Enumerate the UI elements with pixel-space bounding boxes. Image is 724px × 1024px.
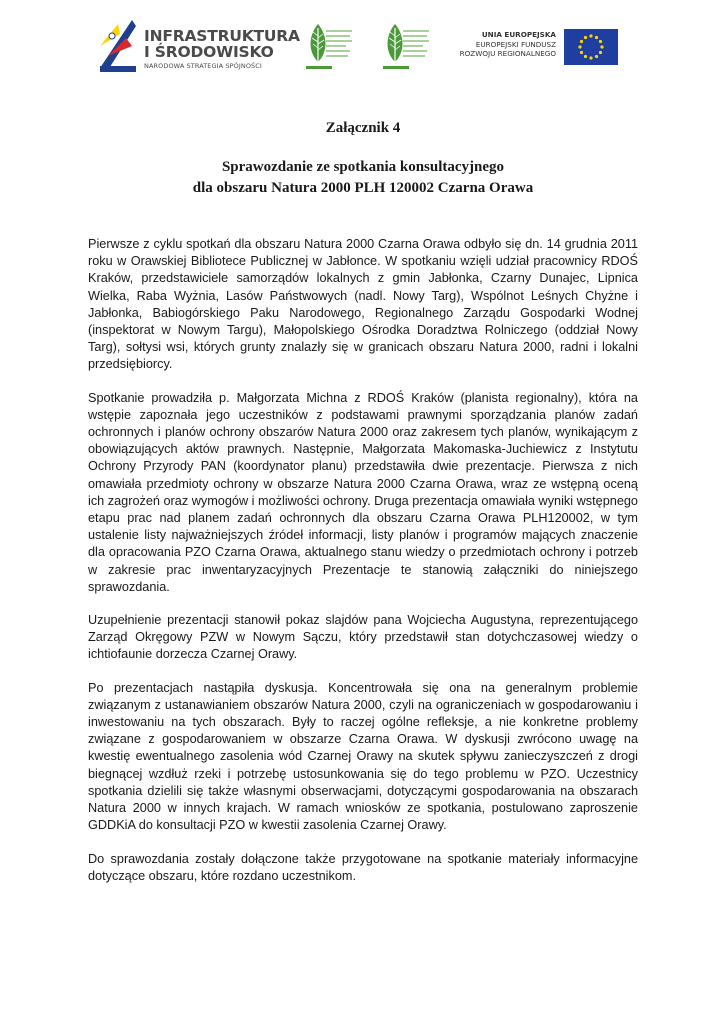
eu-logo-line2: EUROPEJSKI FUNDUSZ <box>475 40 556 49</box>
paragraph-1: Pierwsze z cyklu spotkań dla obszaru Natura 2000 Czarna Orawa odbyło się dn. 14 grudnia 2011 roku w Orawskiej Bibliotece Publicznej w Jabłonce. W spotkaniu wzięli udział pracownicy RDOŚ Kraków, przedstawiciele samorządów lokalnych z gmin Jabłonka, Czarny Dunajec, Lipnica Wielka, Raba Wyżnia, Lasów Państwowych (nadl. Nowy Targ), Wspólnot Leśnych Chyżne i Jabłonka, Babiogórskiego Paku Narodowego, Regionalnego Zarządu Gospodarki Wodnej (inspektorat w Nowym Targu), Małopolskiego Ośrodka Doradztwa Rolniczego (oddział Nowy Targ), sołtysi wsi, których grunty znalazły się w granicach obszaru Natura 2000, radni i lokalni przedsiębiorcy. <box>88 237 638 372</box>
title-line-2: dla obszaru Natura 2000 PLH 120002 Czarna Orawa <box>192 180 534 196</box>
eu-logo-line1: UNIA EUROPEJSKA <box>481 30 556 39</box>
paragraph-4: Po prezentacjach nastąpiła dyskusja. Koncentrowała się ona na generalnym problemie związanym z ustanawianiem obszarów Natura 2000, czyli na ograniczeniach w gospodarowaniu i inwestowaniu na tych obszarach. Były to raczej ogólne refleksje, a nie konkretne problemy związane z gospodarowaniem w obszarze Czarna Orawa. W dyskusji zwrócono uwagę na kwestię ewentualnego zasolenia wód Czarnej Orawy na skutek spływu zanieczyszczeń z drogi biegnącej wzdłuż rzeki i potrzebę ustosunkowania się do tego problemu w PZO. Uczestnicy spotkania dzielili się także własnymi obserwacjami, dotyczącymi gospodarowania na obszarach Natura 2000 w innych krajach. W ramach wniosków ze spotkania, postulowano zaproszenie GDDKiA do konsultacji PZO w kwestii zasolenia Czarnej Orawy. <box>88 680 638 833</box>
eu-logo-line3: ROZWOJU REGIONALNEGO <box>459 49 556 58</box>
paragraph-5: Do sprawozdania zostały dołączone także przygotowane na spotkanie materiały informacyjne dotyczące obszaru, które rozdano uczestnikom. <box>88 851 638 883</box>
paragraph-2: Spotkanie prowadziła p. Małgorzata Michna z RDOŚ Kraków (planista regionalny), która na wstępie zapoznała jego uczestników z podstawami prawnymi sporządzania planów zadań ochronnych i planów ochrony obszarów Natura 2000 oraz zakresem tych planów, wynikającym z obowiązujących aktów prawnych. Następnie, Małgorzata Makomaska-Juchiewicz z Instytutu Ochrony Przyrody PAN (koordynator planu) przedstawiła dwie prezentacje. Pierwsza z nich omawiała przedmioty ochrony w obszarze Natura 2000 Czarna Orawa, wraz ze wstępną oceną ich zagrożeń oraz wymogów i możliwości ochrony. Druga prezentacja omawiała wyniki wstępnego etapu prac nad planem zadań ochronnych dla obszaru Czarna Orawa PLH120002, w tym ustalenie listy najważniejszych źródeł informacji, listy planów i programów mających znaczenie dla opracowania PZO Czarna Orawa, aktualnego stanu wiedzy o przedmiotach ochrony i potrzeb w zakresie prac inwentaryzacyjnych Prezentacje te stanowią załączniki do niniejszego sprawozdania. <box>88 390 638 594</box>
program-logo-line2: I ŚRODOWISKO <box>144 43 274 61</box>
header-logos <box>0 10 724 80</box>
program-logo-line1: INFRASTRUKTURA <box>144 27 300 45</box>
nature-leaf-logo <box>304 16 364 76</box>
paragraph-3: Uzupełnienie prezentacji stanowił pokaz slajdów pana Wojciecha Augustyna, reprezentującego Zarząd Okręgowy PZW w Nowym Sączu, który przedstawił stan dotychczasowej wiedzy o ichtiofaunie dorzecza Czarnej Orawy. <box>88 613 638 662</box>
annex-label: Załącznik 4 <box>325 120 401 136</box>
leaf-icon <box>304 16 364 76</box>
document-body <box>88 118 638 885</box>
leaf-icon <box>381 16 441 76</box>
eu-flag-icon <box>564 29 618 65</box>
eu-fund-logo <box>460 16 630 76</box>
program-emblem-icon <box>96 16 140 74</box>
infrastruktura-srodowisko-logo <box>96 14 300 76</box>
title-line-1: Sprawozdanie ze spotkania konsultacyjnego <box>221 159 505 175</box>
nature-leaf-logo-2 <box>381 16 441 76</box>
program-logo-line3: NARODOWA STRATEGIA SPÓJNOŚCI <box>144 62 262 70</box>
document-title <box>88 157 638 199</box>
